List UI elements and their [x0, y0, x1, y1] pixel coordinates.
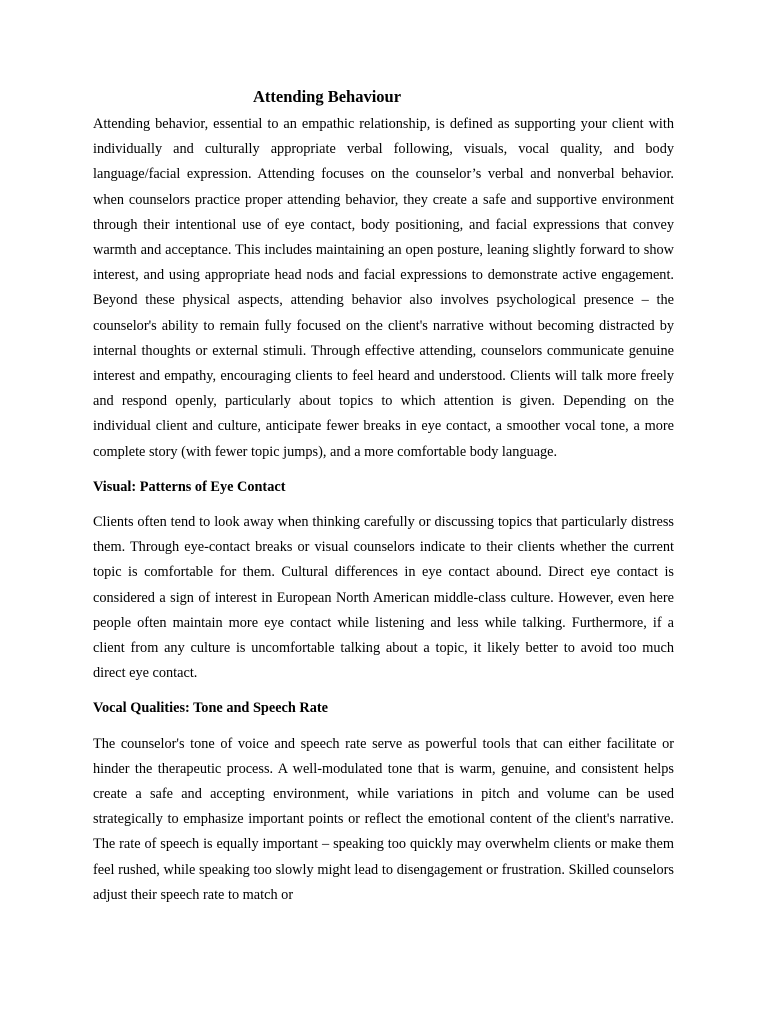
- intro-paragraph: Attending behavior, essential to an empathic relationship, is defined as supporting your client with individually and culturally appropriate verbal following, visuals, vocal quality, and body language/facial expression. Attending focuses on the counselor’s verbal and nonverbal behavior. when counselors practice proper attending behavior, they create a safe and supportive environment through their intentional use of eye contact, body positioning, and facial expressions that convey warmth and acceptance. This includes maintaining an open posture, leaning slightly forward to show interest, and using appropriate head nods and facial expressions to demonstrate active engagement. Beyond these physical aspects, attending behavior also involves psychological presence – the counselor's ability to remain fully focused on the client's narrative without becoming distracted by internal thoughts or external stimuli. Through effective attending, counselors communicate genuine interest and empathy, encouraging clients to feel heard and understood. Clients will talk more freely and respond openly, particularly about topics to which attention is given. Depending on the individual client and culture, anticipate fewer breaks in eye contact, a smoother vocal tone, a more complete story (with fewer topic jumps), and a more comfortable body language.: [93, 116, 674, 460]
- section-heading-eye-contact: Visual: Patterns of Eye Contact: [93, 478, 286, 495]
- document-page: [93, 86, 674, 908]
- section-heading-vocal-qualities: Vocal Qualities: Tone and Speech Rate: [93, 700, 328, 717]
- document-title: Attending Behaviour: [253, 87, 402, 106]
- vocal-qualities-paragraph: The counselor's tone of voice and speech rate serve as powerful tools that can either facilitate or hinder the therapeutic process. A well-modulated tone that is warm, genuine, and consistent helps create a safe and accepting environment, while variations in pitch and volume can be used strategically to emphasize important points or reflect the emotional content of the client's narrative. The rate of speech is equally important – speaking too quickly may overwhelm clients or make them feel rushed, while speaking too slowly might lead to disengagement or frustration. Skilled counselors adjust their speech rate to match or: [93, 735, 674, 903]
- eye-contact-paragraph: Clients often tend to look away when thinking carefully or discussing topics that particularly distress them. Through eye-contact breaks or visual counselors indicate to their clients whether the current topic is comfortable for them. Cultural differences in eye contact abound. Direct eye contact is considered a sign of interest in European North American middle-class culture. However, even here people often maintain more eye contact while listening and less while talking. Furthermore, if a client from any culture is uncomfortable talking about a topic, it likely better to avoid too much direct eye contact.: [93, 514, 674, 682]
